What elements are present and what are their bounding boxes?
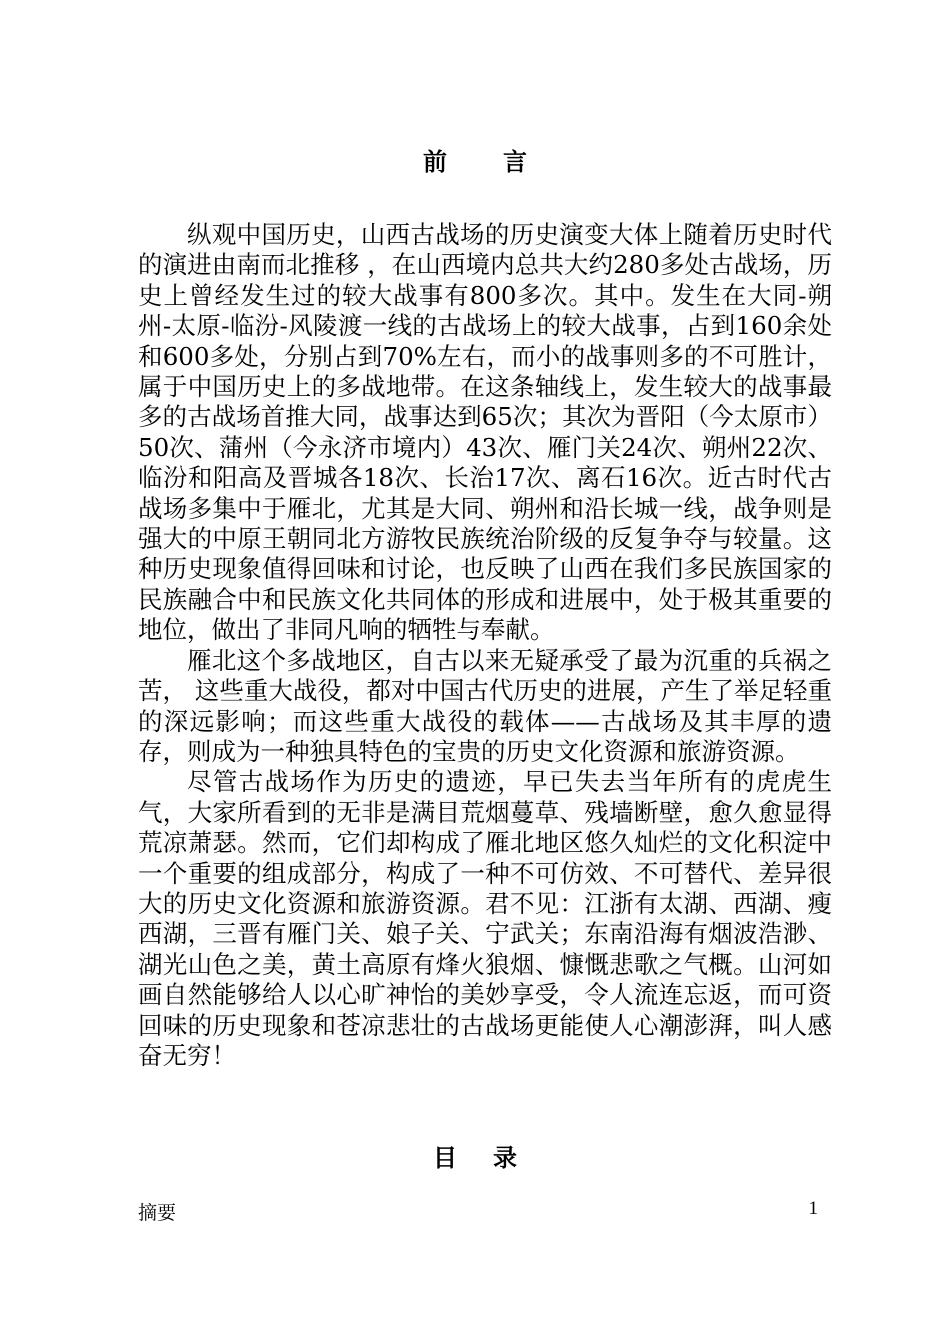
- toc-entry-label: 摘要: [138, 1203, 177, 1224]
- preface-paragraph-3: 尽管古战场作为历史的遗迹，早已失去当年所有的虎虎生气，大家所看到的无非是满目荒烟蔓草、残墙断壁，愈久愈显得荒凉萧瑟。然而，它们却构成了雁北地区悠久灿烂的文化积淀中一个重要的组成部分，构成了一种不可仿效、不可替代、差异很大的历史文化资源和旅游资源。君不见：江浙有太湖、西湖、瘦西湖，三晋有雁门关、娘子关、宁武关；东南沿海有烟波浩渺、湖光山色之美，黄土高原有烽火狼烟、慷慨悲歌之气概。山河如画自然能够给人以心旷神怡的美妙享受，令人流连忘返，而可资回味的历史现象和苍凉悲壮的古战场更能使人心潮澎湃，叫人感奋无穷！: [138, 767, 832, 1070]
- toc-title: 目录: [433, 1144, 553, 1172]
- preface-body: [138, 220, 832, 1071]
- toc-entry-page: 1: [808, 1198, 818, 1219]
- preface-paragraph-1: 纵观中国历史，山西古战场的历史演变大体上随着历史时代的演进由南而北推移 ，在山西境内总共大约280多处古战场，历史上曾经发生过的较大战事有800多次。其中。发生在大同-朔州-太原-临汾-风陵渡一线的古战场上的较大战事，占到160余处和600多处，分别占到70%左右，而小的战事则多的不可胜计，属于中国历史上的多战地带。在这条轴线上，发生较大的战事最多的古战场首推大同，战事达到65次；其次为晋阳（今太原市）50次、蒲州（今永济市境内）43次、雁门关24次、朔州22次、临汾和阳高及晋城各18次、长治17次、离石16次。近古时代古战场多集中于雁北，尤其是大同、朔州和沿长城一线，战争则是强大的中原王朝同北方游牧民族统治阶级的反复争夺与较量。这种历史现象值得回味和讨论，也反映了山西在我们多民族国家的民族融合中和民族文化共同体的形成和进展中，处于极其重要的地位，做出了非同凡响的牺牲与奉献。: [138, 220, 832, 645]
- toc-entry[interactable]: [138, 1198, 818, 1224]
- preface-paragraph-2: 雁北这个多战地区，自古以来无疑承受了最为沉重的兵祸之苦， 这些重大战役，都对中国古代历史的进展，产生了举足轻重的深远影响；而这些重大战役的载体——古战场及其丰厚的遗存，则成为一种独具特色的宝贵的历史文化资源和旅游资源。: [138, 645, 832, 766]
- preface-title: 前言: [423, 148, 583, 176]
